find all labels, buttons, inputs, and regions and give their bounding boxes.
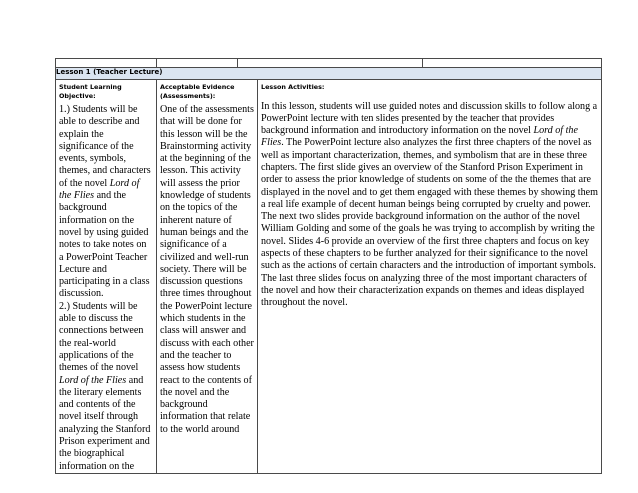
novel-title: Lord of the Flies xyxy=(59,177,140,202)
activities-cell xyxy=(258,80,602,474)
novel-title: Lord of the Flies xyxy=(261,125,578,149)
evidence-header: Acceptable Evidence (Assessments): xyxy=(160,83,235,100)
empty-cell xyxy=(157,59,602,68)
lesson-content-row xyxy=(56,80,602,474)
lesson-title: Lesson 1 (Teacher Lecture) xyxy=(56,68,163,76)
empty-cell xyxy=(56,59,157,68)
objective-text xyxy=(56,104,156,473)
activities-text: In this lesson, students will use guided notes and discussion skills to follow along a PowerPoint lecture with ten slides presented by the teacher that provides background information and introductory information on the novel Lord of the Flies. The PowerPoint lecture also analyzes the first three chapters of the novel as well as important characterization, themes, and symbolism that are in these three chapters. The first slide gives an overview of the Stanford Prison Experiment in order to assess the prior knowledge of students on some of the the themes that are displayed in the novel and to get them engaged with these themes by showing them a real life example of decent human beings being corrupted by cruelty and power. The next two slides provide background information on the author of the novel William Golding and some of the goals he was trying to accomplish by writing the novel. Slides 4-6 provide an overview of the first three chapters and focus on key aspects of these chapters to be further analyzed for their significance to the novel such as the actions of certain characters and the introduction of important symbols. The last three slides focus on analyzing three of the most important characters of the novel and how their characterization expands on themes and ideas displayed throughout the novel. xyxy=(261,100,598,309)
table-header-row xyxy=(56,59,602,68)
lesson-title-row xyxy=(56,68,602,80)
objective-cell xyxy=(56,80,157,474)
objective-item-1: 1.) Students will be able to describe and explain the significance of the events, symbols, themes, and characters of the novel Lord of the Flies and the background information on the novel by using guided notes to take notes on a PowerPoint Teacher Lecture and participating in a class discussion. xyxy=(59,104,151,300)
evidence-text: One of the assessments that will be done for this lesson will be the Brainstorming activity at the beginning of the lesson. This activity will assess the prior knowledge of students on the topics of the inherent nature of human beings and the significance of a civilized and well-run society. There will be discussion questions three times throughout the PowerPoint lecture which students in the class will answer and discuss with each other and the teacher to assess how students react to the contents of the novel and the background information that relate to the world around xyxy=(160,104,254,435)
evidence-cell xyxy=(157,80,258,474)
objective-header: Student Learning Objective: xyxy=(59,83,122,100)
activities-header: Lesson Activities: xyxy=(261,83,325,91)
novel-title: Lord of the Flies xyxy=(59,374,127,386)
objective-item-2: 2.) Students will be able to discuss the connections between the real-world applications of the themes of the novel Lord of the Flies and the literary elements and contents of the novel itself through analyzing the Stanford Prison experiment and the biographical information on the xyxy=(59,300,151,472)
lesson-plan-table xyxy=(55,58,602,474)
